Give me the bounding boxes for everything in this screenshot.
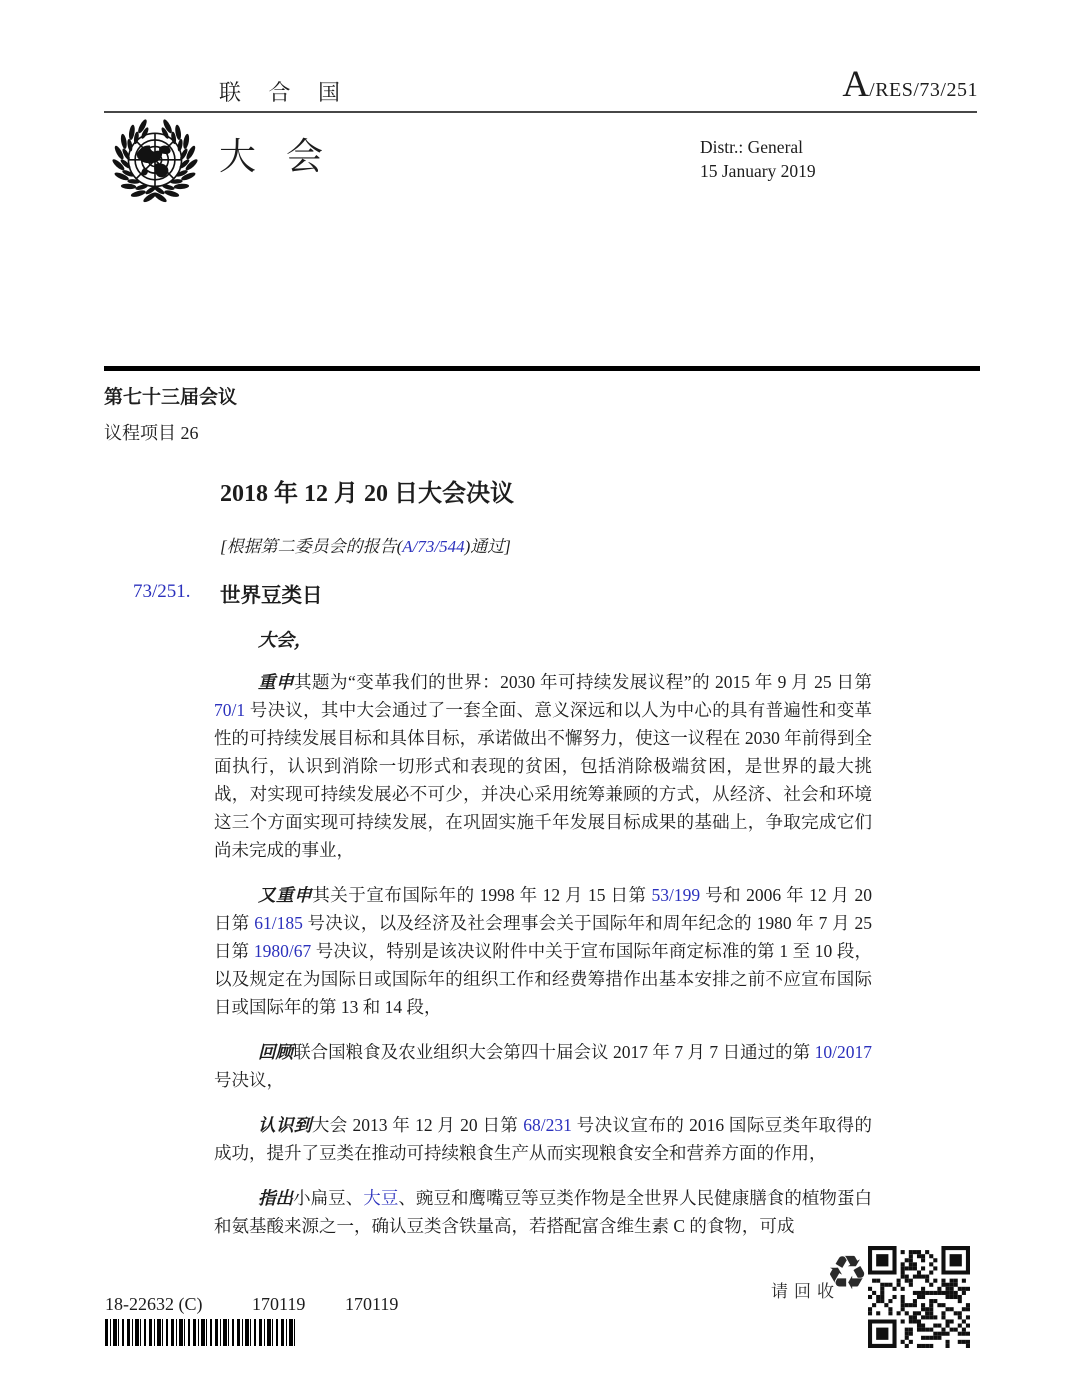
resolution-link[interactable]: 68/231 <box>523 1115 572 1135</box>
preamble-paragraph <box>214 668 872 864</box>
distribution-note: Distr.: General <box>700 137 804 157</box>
adoption-note-suffix: )通过] <box>464 537 511 556</box>
resolution-link[interactable]: 1980/67 <box>253 941 312 961</box>
barcode <box>105 1319 297 1346</box>
document-symbol-rest: /RES/73/251 <box>869 79 978 101</box>
paragraph-lead: 重申 <box>258 672 294 692</box>
preamble-paragraph <box>214 1111 872 1167</box>
preamble-paragraph <box>214 881 872 1021</box>
paragraph-lead: 回顾 <box>258 1042 294 1062</box>
paragraph-lead: 认识到 <box>258 1115 312 1135</box>
paragraph-text: 大会 2013 年 12 月 20 日第 <box>311 1115 524 1135</box>
resolution-link[interactable]: 53/199 <box>651 885 701 905</box>
org-name: 联 合 国 <box>219 80 352 105</box>
paragraph-text: 号决议宣布的 2016 国际豆类年取得的成功，提升了豆类在推动可持续粮食生产从而实现粮食安全和营养方面的作用， <box>214 1115 873 1163</box>
resolution-link[interactable]: 10/2017 <box>814 1042 873 1062</box>
paragraph-text: 号决议，特别是该决议附件中关于宣布国际年商定标准的第 1 至 10 段，以及规定在为国际日或国际年的组织工作和经费筹措作出基本安排之前不应宣布国际日或国际年的第 13 和 14 段， <box>214 941 872 1017</box>
resolution-number[interactable]: 73/251. <box>133 581 191 602</box>
paragraph-lead: 指出 <box>258 1188 294 1208</box>
paragraph-text: 其关于宣布国际年的 1998 年 12 月 15 日第 <box>312 885 652 905</box>
report-link[interactable]: A/73/544 <box>402 537 465 556</box>
recycle-icon: ♻ <box>826 1246 869 1301</box>
paragraph-text: 其题为“变革我们的世界：2030 年可持续发展议程”的 2015 年 9 月 25 日第 <box>293 672 872 692</box>
document-date: 15 January 2019 <box>700 161 816 181</box>
header-divider <box>104 111 977 113</box>
assembly-title: 大会 <box>219 137 353 178</box>
resolution-link[interactable]: 大豆 <box>363 1188 399 1208</box>
resolution-link[interactable]: 61/185 <box>254 913 303 933</box>
session-name: 第七十三届会议 <box>104 387 238 408</box>
paragraph-text: 号决议， <box>214 1070 284 1090</box>
document-symbol-initial: A <box>842 64 870 105</box>
resolution-title: 2018 年 12 月 20 日大会决议 <box>220 481 514 507</box>
paragraph-text: 号决议，其中大会通过了一套全面、意义深远和以人为中心的具有普遍性和变革性的可持续发展目标和具体目标，承诺做出不懈努力，使这一议程在 2030 年前得到全面执行，认识到消除一切形式和表现的贫困，包括消除极端贫困，是世界的最大挑战，对实现可持续发展必不可少，并决心采用统筹兼顾的方式，从经济、社会和环境这三个方面实现可持续发展，在巩固实施千年发展目标成果的基础上，争取完成它们尚未完成的事业， <box>214 700 872 860</box>
document-symbol <box>842 66 978 103</box>
adoption-note-prefix: [根据第二委员会的报告( <box>220 537 403 556</box>
paragraph-text: 、豌豆和鹰嘴豆等豆类作物是全世界人民健康膳食的植物蛋白和氨基酸来源之一，确认豆类含铁量高，若搭配富含维生素 C 的食物，可成 <box>214 1188 873 1236</box>
paragraph-text: 小扁豆、 <box>293 1188 364 1208</box>
section-divider <box>104 366 980 371</box>
preamble-paragraph <box>214 1038 872 1094</box>
preamble-paragraph <box>214 1184 872 1240</box>
preamble-paragraphs <box>214 668 872 1257</box>
print-code-2: 170119 <box>345 1294 399 1314</box>
paragraph-text: 号决议，以及经济及社会理事会关于国际年和周年纪念的 1980 年 7 月 25 日第 <box>214 913 873 961</box>
paragraph-lead: 又重申 <box>258 885 313 905</box>
job-number: 18-22632 (C) <box>105 1294 203 1314</box>
qr-code-icon <box>868 1246 970 1348</box>
resolution-subject: 世界豆类日 <box>220 585 323 607</box>
print-code-1: 170119 <box>252 1294 306 1314</box>
agenda-item: 议程项目 26 <box>104 423 199 443</box>
adoption-note <box>220 532 511 557</box>
paragraph-text: 号和 2006 年 12 月 20 日第 <box>214 885 873 933</box>
un-emblem-icon <box>101 119 209 215</box>
resolution-link[interactable]: 70/1 <box>214 700 246 720</box>
preamble-opening: 大会， <box>258 630 312 650</box>
paragraph-text: 联合国粮食及农业组织大会第四十届会议 2017 年 7 月 7 日通过的第 <box>293 1042 815 1062</box>
recycle-label: 请回收 <box>771 1282 840 1301</box>
